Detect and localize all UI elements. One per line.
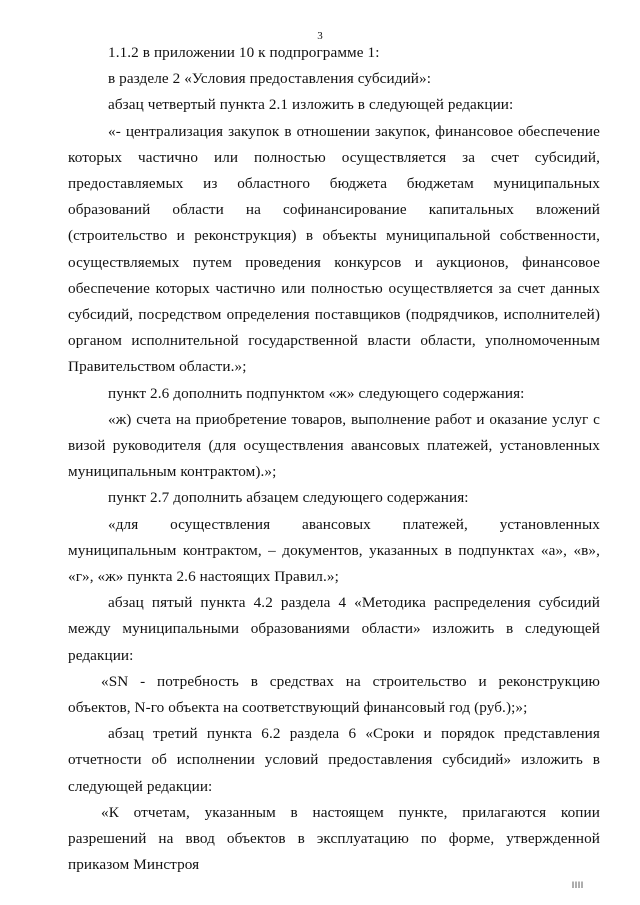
paragraph-3: абзац четвертый пункта 2.1 изложить в следующей редакции: (108, 96, 514, 114)
paragraph-6: «ж) счета на приобретение товаров, выполнение работ и оказание услуг с визой руководителя (для осуществления авансовых платежей, установленных муниципальным контрактом).»; (68, 410, 600, 481)
paragraph-8: «для осуществления авансовых платежей, установленных муниципальным контрактом, – документов, указанных в подпунктах «а», «в», «г», «ж» пункта 2.6 настоящих Правил.»; (68, 515, 600, 586)
paragraph-1: 1.1.2 в приложении 10 к подпрограмме 1: (108, 44, 380, 61)
paragraph-10: «SN - потребность в средствах на строительство и реконструкцию объектов, N-го объекта на соответствующий финансовый год (руб.);»; (68, 672, 600, 717)
paragraph-4: «- централизация закупок в отношении закупок, финансовое обеспечение которых частично или полностью осуществляется за счет субсидий, предоставляемых из областного бюджета бюджетам муниципальных образований области на софинансирование капитальных вложений (строительство и реконструкция) в объекты муниципальной собственности, осуществляемых путем проведения конкурсов и аукционов, финансовое обеспечение которых частично или полностью осуществляется за счет данных субсидий, посредством определения поставщиков (подрядчиков, исполнителей) органом исполнительной государственной власти области, уполномоченным Правительством области.»; (68, 122, 600, 376)
paragraph-12: «К отчетам, указанным в настоящем пункте, прилагаются копии разрешений на ввод объектов в эксплуатацию по форме, утвержденной приказом Минстроя (68, 803, 600, 874)
paragraph-9: абзац пятый пункта 4.2 раздела 4 «Методика распределения субсидий между муниципальными образованиями области» изложить в следующей редакции: (68, 594, 600, 664)
paragraph-11: абзац третий пункта 6.2 раздела 6 «Сроки и порядок представления отчетности об исполнении условий предоставления субсидий» изложить в следующей редакции: (68, 725, 600, 795)
paragraph-5: пункт 2.6 дополнить подпунктом «ж» следующего содержания: (108, 384, 525, 402)
document-body (68, 40, 600, 879)
page-number: 3 (317, 30, 323, 42)
paragraph-7: пункт 2.7 дополнить абзацем следующего содержания: (108, 489, 469, 507)
footer-mark: llll (572, 880, 584, 890)
paragraph-2: в разделе 2 «Условия предоставления субсидий»: (108, 70, 432, 88)
